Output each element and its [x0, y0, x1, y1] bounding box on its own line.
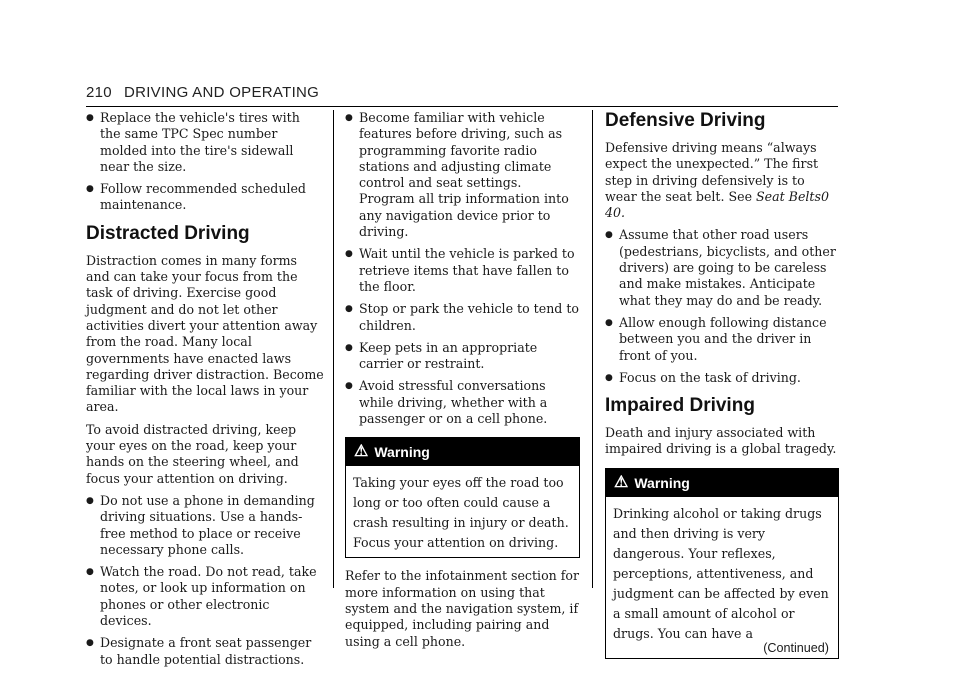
list-item: ● Do not use a phone in demanding driving situations. Use a hands-free method to place or receive necessary phone calls.	[86, 492, 315, 557]
bullet-icon: ●	[86, 113, 94, 123]
paragraph: Death and injury associated with impaired driving is a global tragedy.	[605, 425, 837, 457]
list-item: ● Stop or park the vehicle to tend to children.	[345, 301, 580, 333]
section-heading-defensive: Defensive Driving	[605, 110, 766, 131]
list-item: ● Focus on the task of driving.	[605, 369, 801, 385]
warning-body	[346, 466, 579, 557]
warning-box	[605, 468, 839, 659]
bullet-icon: ●	[86, 567, 94, 578]
tire-bullets	[86, 110, 324, 214]
list-item: ● Designate a front seat passenger to handle potential distractions.	[86, 635, 312, 667]
list-item: ● Follow recommended scheduled maintenance.	[86, 181, 306, 213]
page-number: 210	[86, 84, 112, 101]
bullet-icon: ●	[345, 249, 353, 260]
section-heading-distracted: Distracted Driving	[86, 222, 250, 244]
warning-text: Taking your eyes off the road too long or too often could cause a crash resulting in injury or death. Focus your attention on driving.	[353, 475, 569, 551]
bullet-icon: ●	[605, 317, 613, 328]
continued-label: (Continued)	[763, 640, 829, 655]
list-item: ● Allow enough following distance between you and the driver in front of you.	[605, 314, 827, 363]
warning-header	[606, 469, 838, 497]
bullet-icon: ●	[86, 184, 94, 195]
list-item: ● Avoid stressful conversations while driving, whether with a passenger or on a cell phone.	[345, 378, 548, 427]
distraction-bullets	[86, 493, 324, 668]
list-item: ● Become familiar with vehicle features before driving, such as programming favorite radio stations and adjusting climate control and seat settings. Program all trip information into any navigation device prior to driving.	[345, 110, 569, 240]
column-3	[605, 110, 839, 659]
defensive-bullets	[605, 227, 839, 386]
bullet-icon: ●	[86, 495, 94, 506]
bullet-icon: ●	[345, 113, 353, 123]
list-item: ● Keep pets in an appropriate carrier or restraint.	[345, 339, 538, 372]
paragraph: Distraction comes in many forms and can take your focus from the task of driving. Exercise good judgment and do not let other activities divert your attention away from the road. Many local governments have enacted laws regarding driver distraction. Become familiar with the local laws in your area.	[86, 252, 324, 415]
warning-label: Warning	[634, 474, 690, 491]
bullet-icon: ●	[605, 230, 613, 241]
column-divider	[592, 110, 593, 588]
paragraph: Refer to the infotainment section for more information on using that system and the navigation system, if equipped, including pairing and using a cell phone.	[345, 568, 580, 649]
warning-triangle-icon: ⚠	[354, 443, 369, 461]
bullet-icon: ●	[345, 381, 353, 392]
list-item: ● Watch the road. Do not read, take notes, or look up information on phones or other electronic devices.	[86, 564, 317, 629]
bullet-icon: ●	[345, 304, 353, 315]
warning-label: Warning	[374, 444, 430, 461]
warning-box	[345, 437, 580, 558]
column-2	[345, 110, 580, 656]
section-title: DRIVING AND OPERATING	[123, 84, 320, 101]
habit-bullets	[345, 110, 580, 427]
bullet-icon: ●	[86, 638, 94, 649]
page-reference: 0 40.	[605, 188, 829, 221]
seat-belts-link[interactable]: Seat Belts	[756, 188, 821, 204]
warning-text: Drinking alcohol or taking drugs and then driving is very dangerous. Your reflexes, perceptions, attentiveness, and judgment can be affected by even a small amount of alcohol or drugs. You can have a	[613, 505, 829, 641]
warning-body	[606, 497, 838, 658]
bullet-icon: ●	[605, 372, 613, 383]
paragraph: Defensive driving means “always expect the unexpected.” The first step in driving defensively is to wear the seat belt. See Seat Belts0 40.	[605, 140, 829, 221]
column-divider	[333, 110, 334, 588]
paragraph: To avoid distracted driving, keep your eyes on the road, keep your hands on the steering wheel, and focus your attention on driving.	[86, 421, 299, 486]
warning-header	[346, 438, 579, 466]
column-1	[86, 110, 324, 674]
list-item: ● Assume that other road users (pedestrians, bicyclists, and other drivers) are going to be careless and make mistakes. Anticipate what they may do and be ready.	[605, 227, 836, 308]
list-item: ● Replace the vehicle's tires with the same TPC Spec number molded into the tire's sidewall near the size.	[86, 110, 300, 174]
section-heading-impaired: Impaired Driving	[605, 395, 755, 417]
warning-triangle-icon: ⚠	[614, 473, 629, 491]
list-item: ● Wait until the vehicle is parked to retrieve items that have fallen to the floor.	[345, 246, 575, 294]
page-header	[86, 84, 838, 107]
bullet-icon: ●	[345, 342, 353, 353]
